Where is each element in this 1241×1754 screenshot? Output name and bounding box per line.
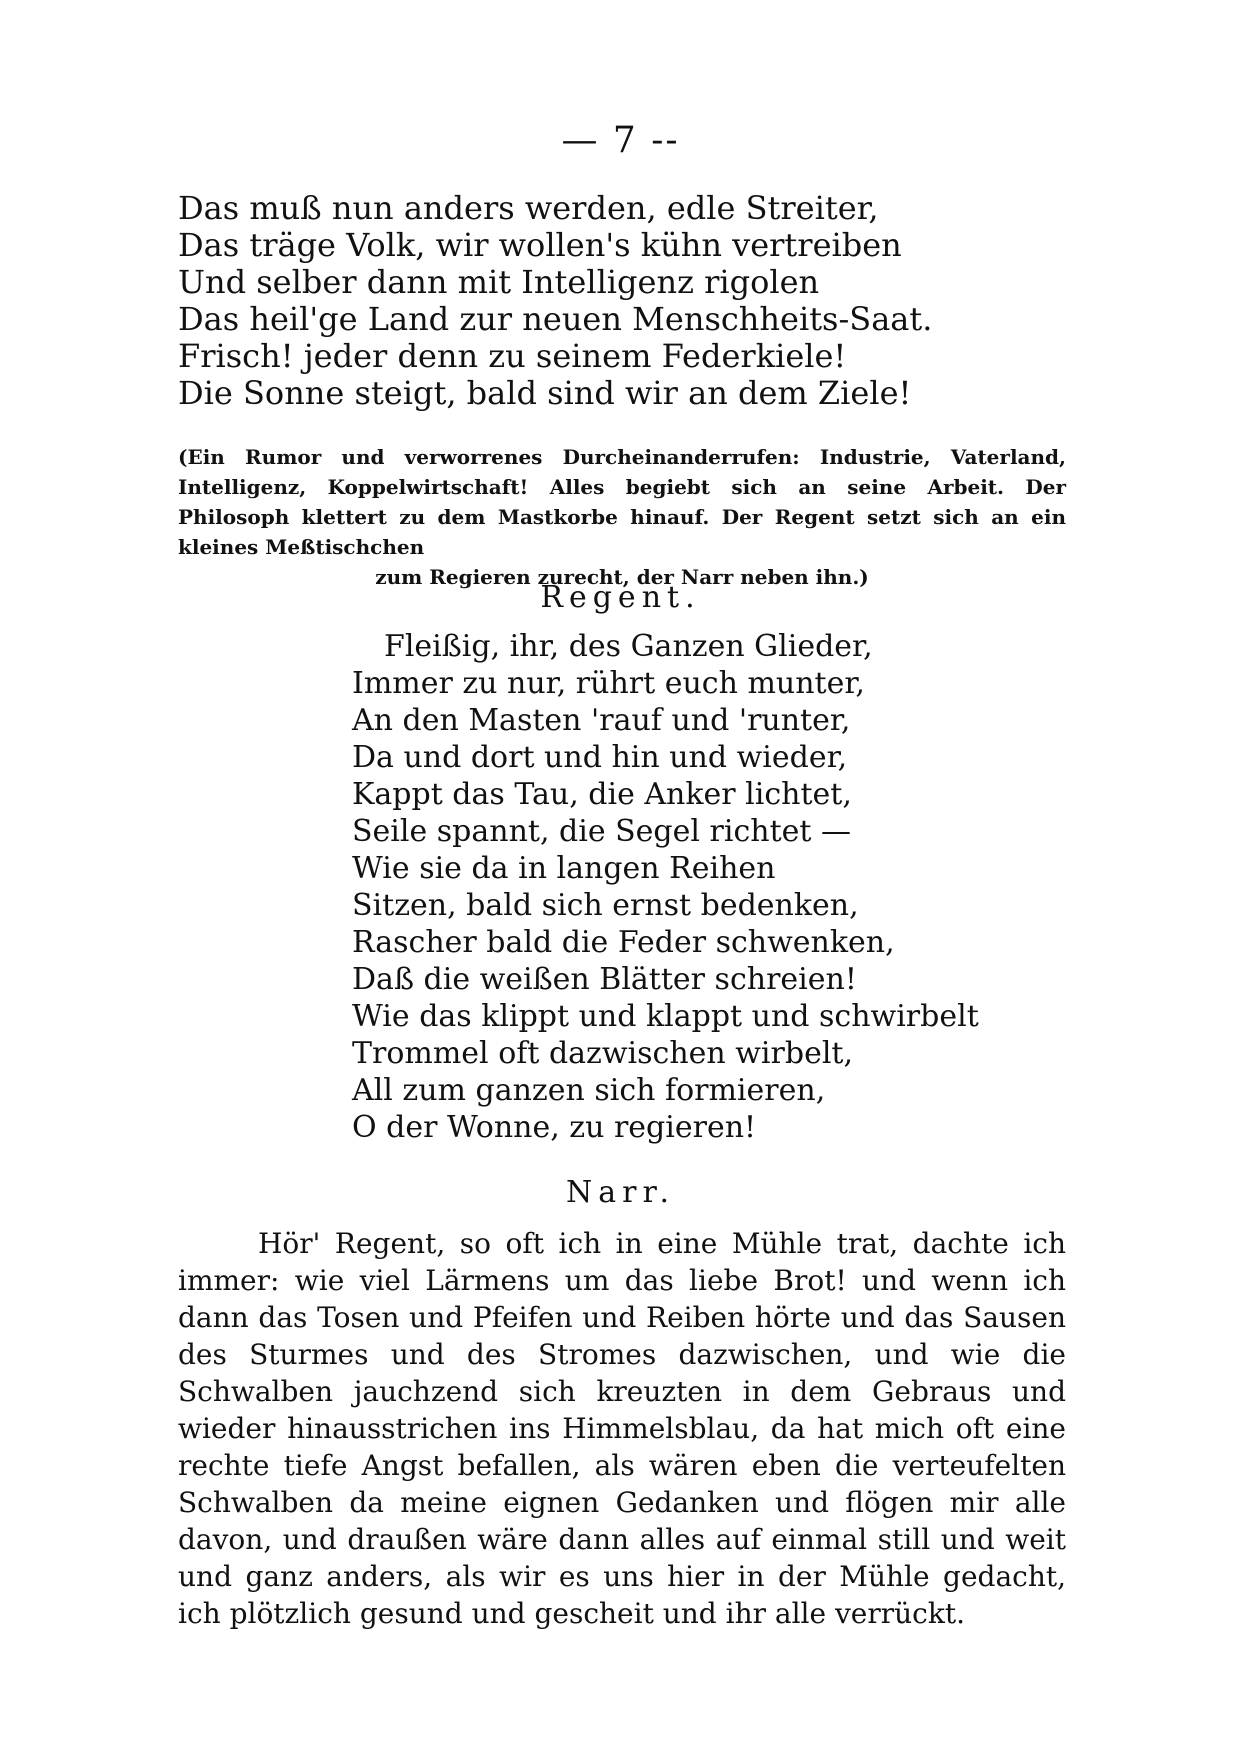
stage-direction — [178, 442, 1066, 592]
prose-paragraph: Hör' Regent, so oft ich in eine Mühle trat, dachte ich immer: wie viel Lärmens um das liebe Brot! und wenn ich dann das Tosen und Pfeifen und Reiben hörte und das Sausen des Sturmes und des Stromes dazwischen, und wie die Schwalben jauchzend sich kreuzten in dem Gebraus und wieder hinausstrichen ins Himmelsblau, da hat mich oft eine rechte tiefe Angst befallen, als wären eben die verteufelten Schwalben da meine eignen Gedanken und flögen mir alle davon, und draußen wäre dann alles auf einmal still und weit und ganz anders, als wir es uns hier in der Mühle gedacht, ich plötzlich gesund und gescheit und ihr alle verrückt. — [178, 1227, 1066, 1630]
verse-line: Das heil'ge Land zur neuen Menschheits-Saat. — [178, 300, 933, 338]
speaker-heading-narr: Narr. — [565, 1175, 676, 1210]
verse-line: Wie sie da in langen Reihen — [352, 851, 776, 886]
verse-line: O der Wonne, zu regieren! — [352, 1110, 757, 1145]
verse-line: Die Sonne steigt, bald sind wir an dem Ziele! — [178, 374, 912, 412]
page-number: — 7 -- — [561, 120, 680, 161]
verse-line: Das muß nun anders werden, edle Streiter, — [178, 189, 879, 227]
verse-line: Rascher bald die Feder schwenken, — [352, 925, 895, 960]
verse-line: Trommel oft dazwischen wirbelt, — [352, 1036, 854, 1071]
verse-line: All zum ganzen sich formieren, — [352, 1073, 826, 1108]
verse-block-opening — [178, 190, 1078, 412]
verse-line: Frisch! jeder denn zu seinem Federkiele! — [178, 337, 847, 375]
verse-line: Wie das klippt und klappt und schwirbelt — [352, 999, 979, 1034]
verse-line: Fleißig, ihr, des Ganzen Glieder, — [384, 629, 873, 664]
verse-block-regent — [352, 628, 992, 1146]
verse-line: Sitzen, bald sich ernst bedenken, — [352, 888, 859, 923]
verse-line: Das träge Volk, wir wollen's kühn vertreiben — [178, 226, 902, 264]
verse-line: Immer zu nur, rührt euch munter, — [352, 666, 865, 701]
speaker-heading-regent: Regent. — [540, 580, 701, 615]
stage-direction-text: (Ein Rumor und verworrenes Durcheinanderrufen: Industrie, Vaterland, Intelligenz, Koppelwirtschaft! Alles begiebt sich an seine Arbeit. Der Philosoph klettert zu dem Mastkorbe hinauf. Der Regent setzt sich an ein kleines Meßtischchen — [178, 445, 1066, 559]
verse-line: Da und dort und hin und wieder, — [352, 740, 848, 775]
stage-direction-last-line: zum Regieren zurecht, der Narr neben ihn.) — [375, 565, 869, 589]
verse-line: Seile spannt, die Segel richtet — — [352, 814, 851, 849]
verse-line: Daß die weißen Blätter schreien! — [352, 962, 857, 997]
verse-line: Und selber dann mit Intelligenz rigolen — [178, 263, 820, 301]
verse-line: Kappt das Tau, die Anker lichtet, — [352, 777, 852, 812]
verse-line: An den Masten 'rauf und 'runter, — [352, 703, 851, 738]
